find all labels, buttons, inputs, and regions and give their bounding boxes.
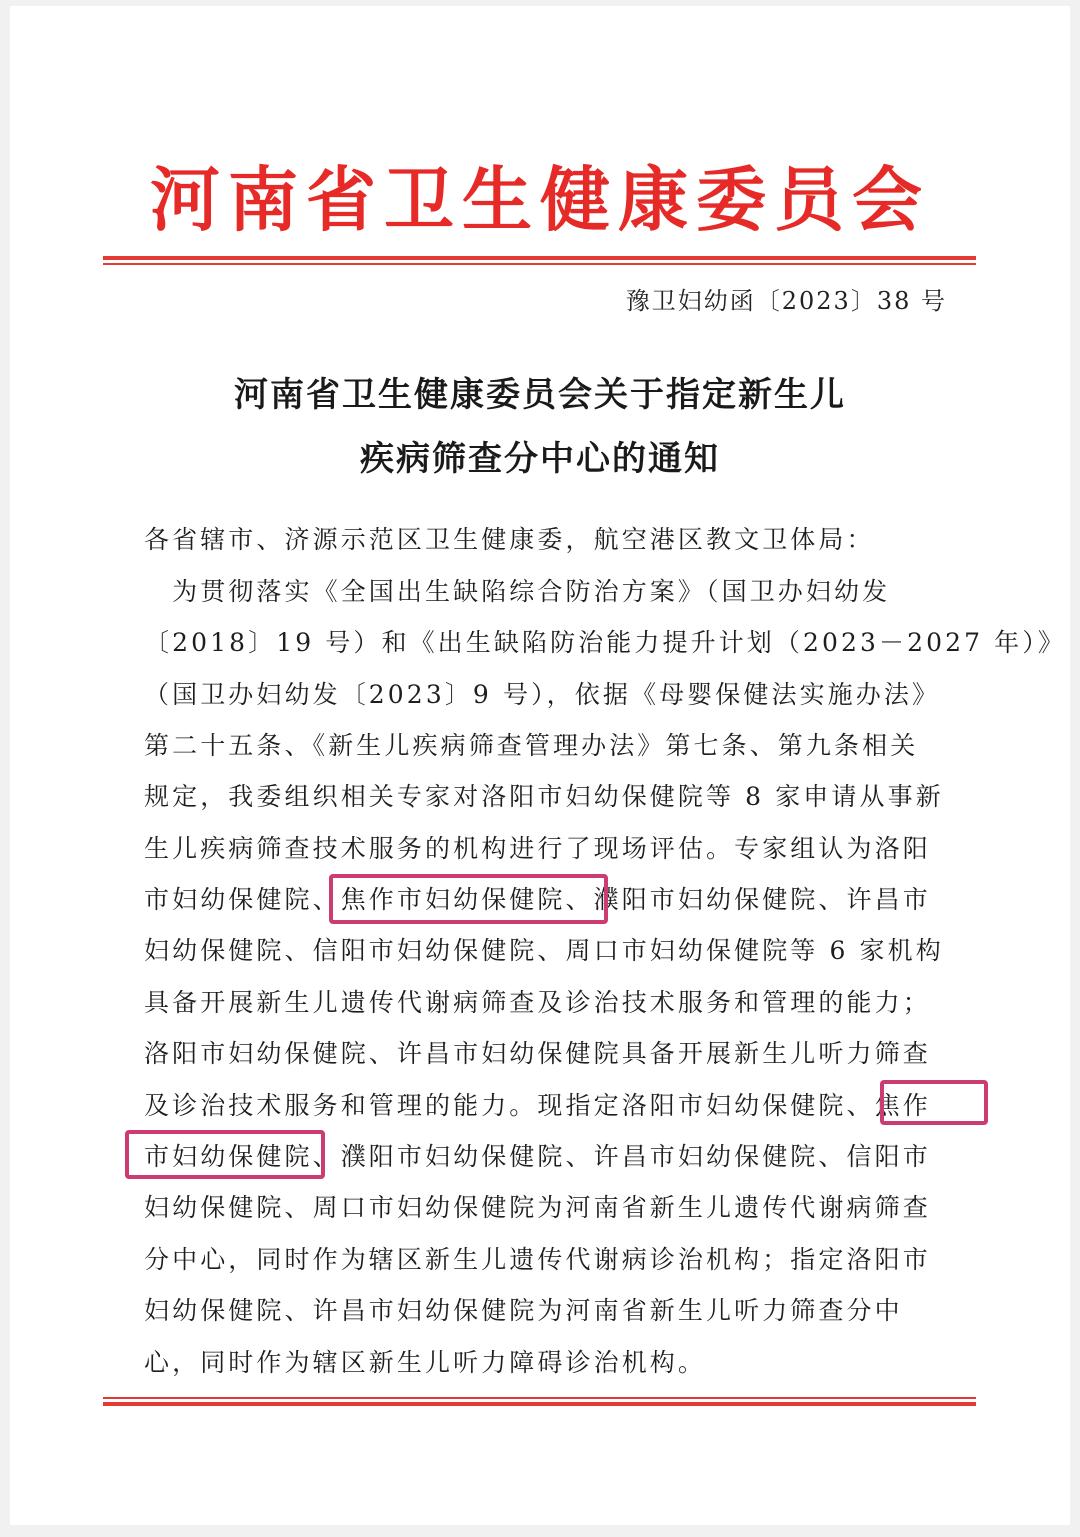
body-line: 洛阳市妇幼保健院、许昌市妇幼保健院具备开展新生儿听力筛查 [144,1039,931,1068]
highlight-box-jiaozuo-1 [329,874,608,924]
body-line: 及诊治技术服务和管理的能力。现指定洛阳市妇幼保健院、焦作 [144,1091,931,1120]
body-line: 生儿疾病筛查技术服务的机构进行了现场评估。专家组认为洛阳 [144,834,931,863]
body-line: 妇幼保健院、许昌市妇幼保健院为河南省新生儿听力筛查分中 [144,1296,903,1325]
body-line: 妇幼保健院、周口市妇幼保健院为河南省新生儿遗传代谢病筛查 [144,1193,931,1222]
bottom-red-divider-thick [103,1402,976,1406]
body-line: 第二十五条、《新生儿疾病筛查管理办法》第七条、第九条相关 [144,731,919,760]
body-line: 具备开展新生儿遗传代谢病筛查及诊治技术服务和管理的能力； [144,988,931,1017]
top-red-divider [103,256,976,265]
body-line: 市妇幼保健院、濮阳市妇幼保健院、许昌市妇幼保健院、信阳市 [144,1142,931,1171]
top-red-divider-thick [103,256,976,260]
top-red-divider-thin [103,263,976,265]
notice-title-line-1: 河南省卫生健康委员会关于指定新生儿 [234,375,846,415]
body-line: 心，同时作为辖区新生儿听力障碍诊治机构。 [144,1348,707,1377]
body-line: 〔2018〕19 号）和《出生缺陷防治能力提升计划（2023－2027 年）》 [144,628,1066,657]
body-line-salutation: 各省辖市、济源示范区卫生健康委，航空港区教文卫体局： [144,525,875,554]
body-line: 规定，我委组织相关专家对洛阳市妇幼保健院等 8 家申请从事新 [144,782,944,811]
body-line: 为贯彻落实《全国出生缺陷综合防治方案》（国卫办妇幼发 [144,577,891,606]
document-number: 豫卫妇幼函〔2023〕38 号 [625,287,947,315]
body-line: 分中心，同时作为辖区新生儿遗传代谢病诊治机构；指定洛阳市 [144,1245,931,1274]
body-line: 市妇幼保健院、焦作市妇幼保健院、濮阳市妇幼保健院、许昌市 [144,885,931,914]
agency-name-header: 河南省卫生健康委员会 [150,159,930,241]
body-line: （国卫办妇幼发〔2023〕9 号），依据《母婴保健法实施办法》 [144,680,941,709]
notice-title-line-2: 疾病筛查分中心的通知 [360,439,720,479]
highlight-box-jiaozuo-2a [880,1080,988,1125]
highlight-box-jiaozuo-2b [125,1130,325,1179]
bottom-red-divider [103,1397,976,1406]
body-line: 妇幼保健院、信阳市妇幼保健院、周口市妇幼保健院等 6 家机构 [144,936,944,965]
bottom-red-divider-thin [103,1397,976,1399]
